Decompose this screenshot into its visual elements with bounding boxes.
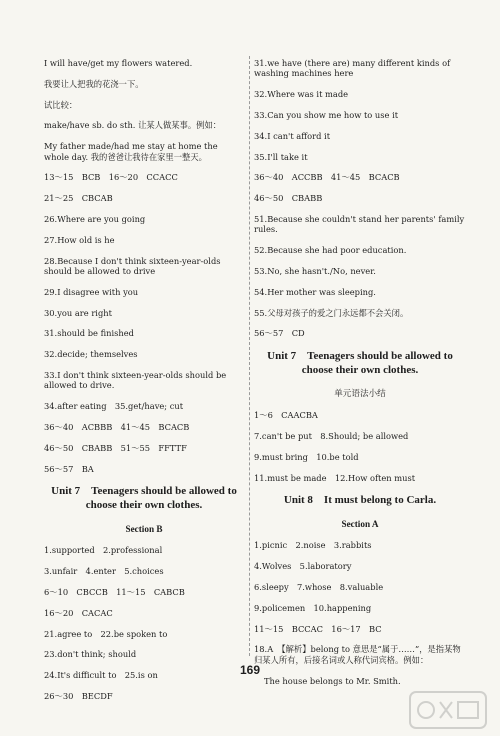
answer-line: 7.can't be put 8.Should; be allowed	[254, 430, 409, 441]
answer-line: 36～40 ACBBB 41～45 BCACB	[44, 421, 190, 432]
answer-line: 32.Where was it made	[254, 89, 349, 100]
answer-line: make/have sb. do sth. 让某人做某事。例如：	[44, 120, 222, 131]
answer-line: 27.How old is he	[44, 234, 115, 245]
answer-line: 1.picnic 2.noise 3.rabbits	[254, 540, 372, 551]
answer-line: 11.must be made 12.How often must	[254, 472, 416, 483]
answer-line: 31.should be finished	[44, 328, 134, 339]
answer-line: 9.policemen 10.happening	[254, 602, 372, 613]
answer-line: 34.I can't afford it	[254, 130, 331, 141]
answer-line: 13～15 BCB 16～20 CCACC	[44, 172, 178, 183]
column-divider	[249, 56, 250, 656]
answer-line: 6～10 CBCCB 11～15 CABCB	[44, 586, 185, 597]
answer-line: 53.No, she hasn't./No, never.	[254, 265, 376, 276]
answer-line: 24.It's difficult to 25.is on	[44, 670, 158, 681]
answer-line: 54.Her mother was sleeping.	[254, 286, 376, 297]
unit-title: Unit 7 Teenagers should be allowed to choose their own clothes.	[51, 485, 237, 512]
answer-line: 34.after eating 35.get/have; cut	[44, 401, 184, 412]
answer-line: 51.Because she couldn't stand her parents' family rules.	[254, 213, 465, 235]
watermark-logo-icon	[406, 688, 490, 732]
answer-line: 1～6 CAACBA	[254, 410, 318, 421]
answer-line: 33.Can you show me how to use it	[254, 110, 399, 120]
answer-line: 试比较：	[44, 99, 78, 110]
answer-line: 4.Wolves 5.laboratory	[254, 561, 352, 572]
answer-line: 46～50 CBABB 51～55 FFTTF	[44, 442, 187, 453]
answer-line: 21.agree to 22.be spoken to	[44, 628, 168, 639]
answer-line: 32.decide; themselves	[44, 349, 138, 360]
unit-title: Unit 8 It must belong to Carla.	[283, 494, 437, 507]
answer-line: 1.supported 2.professional	[44, 545, 163, 556]
answer-line: 23.don't think; should	[44, 649, 137, 660]
answer-line: 36～40 ACCBB 41～45 BCACB	[254, 172, 400, 183]
unit-subtitle: 单元语法小结	[334, 389, 386, 400]
answer-line: My father made/had me stay at home the whole day. 我的爸爸让我待在家里一整天。	[44, 141, 218, 162]
answer-line: 56～57 BA	[44, 463, 94, 474]
answer-line: 6.sleepy 7.whose 8.valuable	[254, 581, 384, 592]
answer-line: 56～57 CD	[254, 328, 305, 339]
answer-line: 21～25 CBCAB	[44, 193, 113, 204]
unit-title: Unit 7 Teenagers should be allowed to choose their own clothes.	[267, 350, 453, 377]
answer-line: 30.you are right	[44, 307, 112, 318]
answer-line: 16～20 CACAC	[44, 607, 113, 618]
answer-line: 55.父母对孩子的爱之门永远都不会关闭。	[254, 307, 409, 318]
answer-line: 26～30 BECDF	[44, 690, 113, 701]
answer-line: 35.I'll take it	[254, 151, 308, 162]
right-column	[254, 58, 466, 696]
answer-line: 52.Because she had poor education.	[254, 245, 407, 256]
answer-line: I will have/get my flowers watered.	[44, 58, 193, 68]
section-title: Section A	[341, 519, 379, 530]
answer-line: 31.we have (there are) many different kinds of washing machines here	[254, 58, 451, 79]
answer-line: 26.Where are you going	[44, 213, 146, 224]
answer-line: 18.A 【解析】belong to 意思是“属于……”，是指某物归某人所有，后接名词或人称代词宾格。例如：	[254, 644, 461, 665]
section-title: Section B	[125, 524, 163, 535]
answer-line: 9.must bring 10.be told	[254, 451, 359, 462]
answer-line: 28.Because I don't think sixteen-year-olds should be allowed to drive	[44, 255, 221, 276]
left-column	[44, 58, 244, 712]
answer-line: 3.unfair 4.enter 5.choices	[44, 566, 164, 577]
answer-line: 33.I don't think sixteen-year-olds should be allowed to drive.	[44, 369, 227, 391]
answer-line: 46～50 CBABB	[254, 193, 323, 204]
answer-line: 29.I disagree with you	[44, 286, 139, 297]
page-number: 169	[239, 663, 261, 677]
answer-line: 我要让人把我的花浇一下。	[44, 78, 144, 89]
answer-line: The house belongs to Mr. Smith.	[264, 675, 401, 686]
answer-line: 11～15 BCCAC 16～17 BC	[254, 623, 382, 634]
